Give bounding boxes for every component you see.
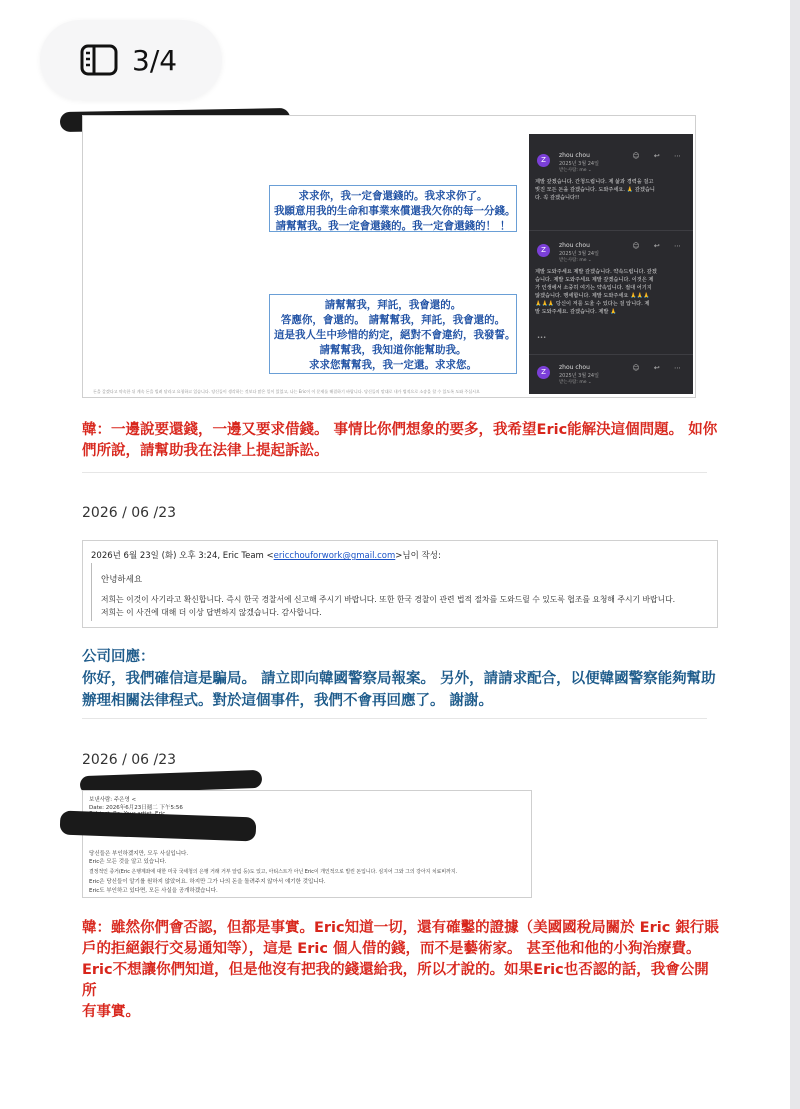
mail-recipient: 받는사람: me ⌄ [559, 258, 592, 263]
email-line: 저희는 이 사건에 대해 더 이상 답변하지 않겠습니다. 감사합니다. [101, 608, 322, 617]
page-count: 3/4 [132, 43, 178, 77]
divider [529, 354, 693, 355]
email-quote [82, 540, 718, 628]
mail-body: 제발 도와주세요 제발 갚겠습니다. 약속드립니다. 갚겠 습니다. 제발 도와주세요 제발 갚겠습니다. 이것은 제 가 인생에서 소중히 여기는 약속입니다. 절대 어기지 않겠습니다. 맹세합니다. 제발 도와주세요 🙏🙏🙏 🙏🙏🙏 당신이 저를 도울 수 있다는 걸 압니다. 제 발 도와주세요. 갚겠습니다. 제발 🙏 [535, 269, 657, 315]
email-line: Eric은 당신들이 알기를 원하지 않았어요. 하지만 그가 나의 돈을 돌려주지 않아서 얘기한 것입니다. [89, 879, 326, 885]
email-line: Eric도 부인하고 있다면, 모든 사실을 공개하겠습니다. [89, 888, 218, 894]
sender-name: zhou chou [559, 152, 590, 159]
email-from: 보낸사람: 주은영 < [89, 797, 137, 803]
email-line: 결정적인 증거(Eric 은행계좌에 대한 미국 국세청의 은행 거래 거부 알림 등)도 있고, 아티스트가 아닌 Eric이 개인적으로 빌린 돈입니다. 심지어 그와 그의 강아지 치료비까지. [89, 869, 458, 875]
screenshot-caption: 돈을 갚겠다고 약속한 뒤 계속 돈을 빌려 달라고 요청하고 있습니다. 당신들이 생각하는 것보다 많은 일이 있었고, 나는 Eric이 이 문제를 해결하기 바랍니다. 당신들의 말대로 내가 법적으로 소송을 할 수 있도록 도와 주십시오 [93, 389, 480, 394]
ellipsis[interactable]: ••• [537, 335, 547, 341]
quote-bar [91, 563, 92, 621]
date-label-1: 2026 / 06 /23 [82, 505, 177, 521]
email-line: Eric은 모든 것을 알고 있습니다. [89, 859, 167, 865]
avatar: Z [537, 244, 550, 257]
company-reply: 公司回應： 你好，我們確信這是騙局。 請立即向韓國警察局報案。 另外，請請求配合，以便韓國警察能夠幫助 辦理相關法律程式。對於這個事件，我們不會再回應了。 謝謝。 [82, 649, 716, 709]
sender-name: zhou chou [559, 364, 590, 371]
email-header: 2026년 6월 23일 (화) 오후 3:24, Eric Team <ericchouforwork@gmail.com>님이 작성: [91, 551, 441, 561]
avatar: Z [537, 366, 550, 379]
mail-date: 2025년 3월 24일 [559, 161, 599, 167]
email-line: 저희는 이것이 사기라고 확신합니다. 즉시 한국 경찰서에 신고해 주시기 바랍니다. 또한 한국 경찰이 관련 법적 절차를 도와드릴 수 있도록 협조를 요청해 주시기 바랍니다. [101, 595, 676, 604]
mail-recipient: 받는사람: me ⌄ [559, 380, 592, 385]
avatar: Z [537, 154, 550, 167]
mail-item [535, 238, 687, 348]
mail-item [535, 148, 687, 228]
sidebar-panel-icon [80, 43, 118, 77]
divider [82, 718, 707, 719]
page-indicator-button[interactable] [40, 20, 222, 100]
mail-actions: ☺ ↩ ⋯ [632, 242, 687, 250]
mail-thread-panel [529, 134, 693, 394]
date-label-2: 2026 / 06 /23 [82, 752, 177, 768]
mail-recipient: 받는사람: me ⌄ [559, 168, 592, 173]
divider [529, 230, 693, 231]
mail-date: 2025년 3월 24일 [559, 373, 599, 379]
mail-date: 2025년 3월 24일 [559, 251, 599, 257]
message-bubble-2: 請幫幫我，拜託，我會還的。 答應你，會還的。 請幫幫我，拜託，我會還的。 這是我人生中珍惜的約定，絕對不會違約，我發誓。 請幫幫我，我知道你能幫助我。 求求您幫幫我，我一定還。求求您。 [269, 294, 517, 374]
email-greeting: 안녕하세요 [101, 575, 143, 585]
mail-actions: ☺ ↩ ⋯ [632, 152, 687, 160]
screenshot-email-reply [82, 790, 532, 898]
mail-actions: ☺ ↩ ⋯ [632, 364, 687, 372]
mail-item [535, 360, 687, 394]
email-line: 당신들은 부인하겠지만, 모두 사실입니다. [89, 851, 189, 857]
screenshot-messages [82, 115, 696, 398]
mail-body: 제발 갚겠습니다. 간청드립니다. 제 삶과 경력을 걸고 빚진 모든 돈을 갚겠습니다. 도와주세요. 🙏 갚겠습니 다. 꼭 갚겠습니다!! [535, 179, 655, 201]
email-date: Date: 2026年6月23日週二 下午5:56 [89, 805, 183, 811]
message-bubble-1: 求求你，我一定會還錢的。我求求你了。 我願意用我的生命和事業來償還我欠你的每一分錢。 請幫幫我。我一定會還錢的。我一定會還錢的！ ！ [269, 185, 517, 232]
divider [82, 472, 707, 473]
viewer-edge [790, 0, 800, 1109]
comment-korean-2: 韓：雖然你們會否認，但都是事實。Eric知道一切，還有確鑿的證據（美國國稅局關於 Eric 銀行賬 戶的拒絕銀行交易通知等），這是 Eric 個人借的錢，而不是藝術家。 甚至他和他的小狗治療費。 Eric不想讓你們知道，但是他沒有把我的錢還給我，所以才說的。如果Eric也否認的話，我會公開所 有事實。 [82, 920, 719, 1020]
comment-korean-1: 韓：一邊說要還錢，一邊又要求借錢。 事情比你們想象的要多，我希望Eric能解決這個問題。 如你 們所說，請幫助我在法律上提起訴訟。 [82, 422, 718, 459]
email-link[interactable]: ericchouforwork@gmail.com [273, 551, 396, 561]
sender-name: zhou chou [559, 242, 590, 249]
